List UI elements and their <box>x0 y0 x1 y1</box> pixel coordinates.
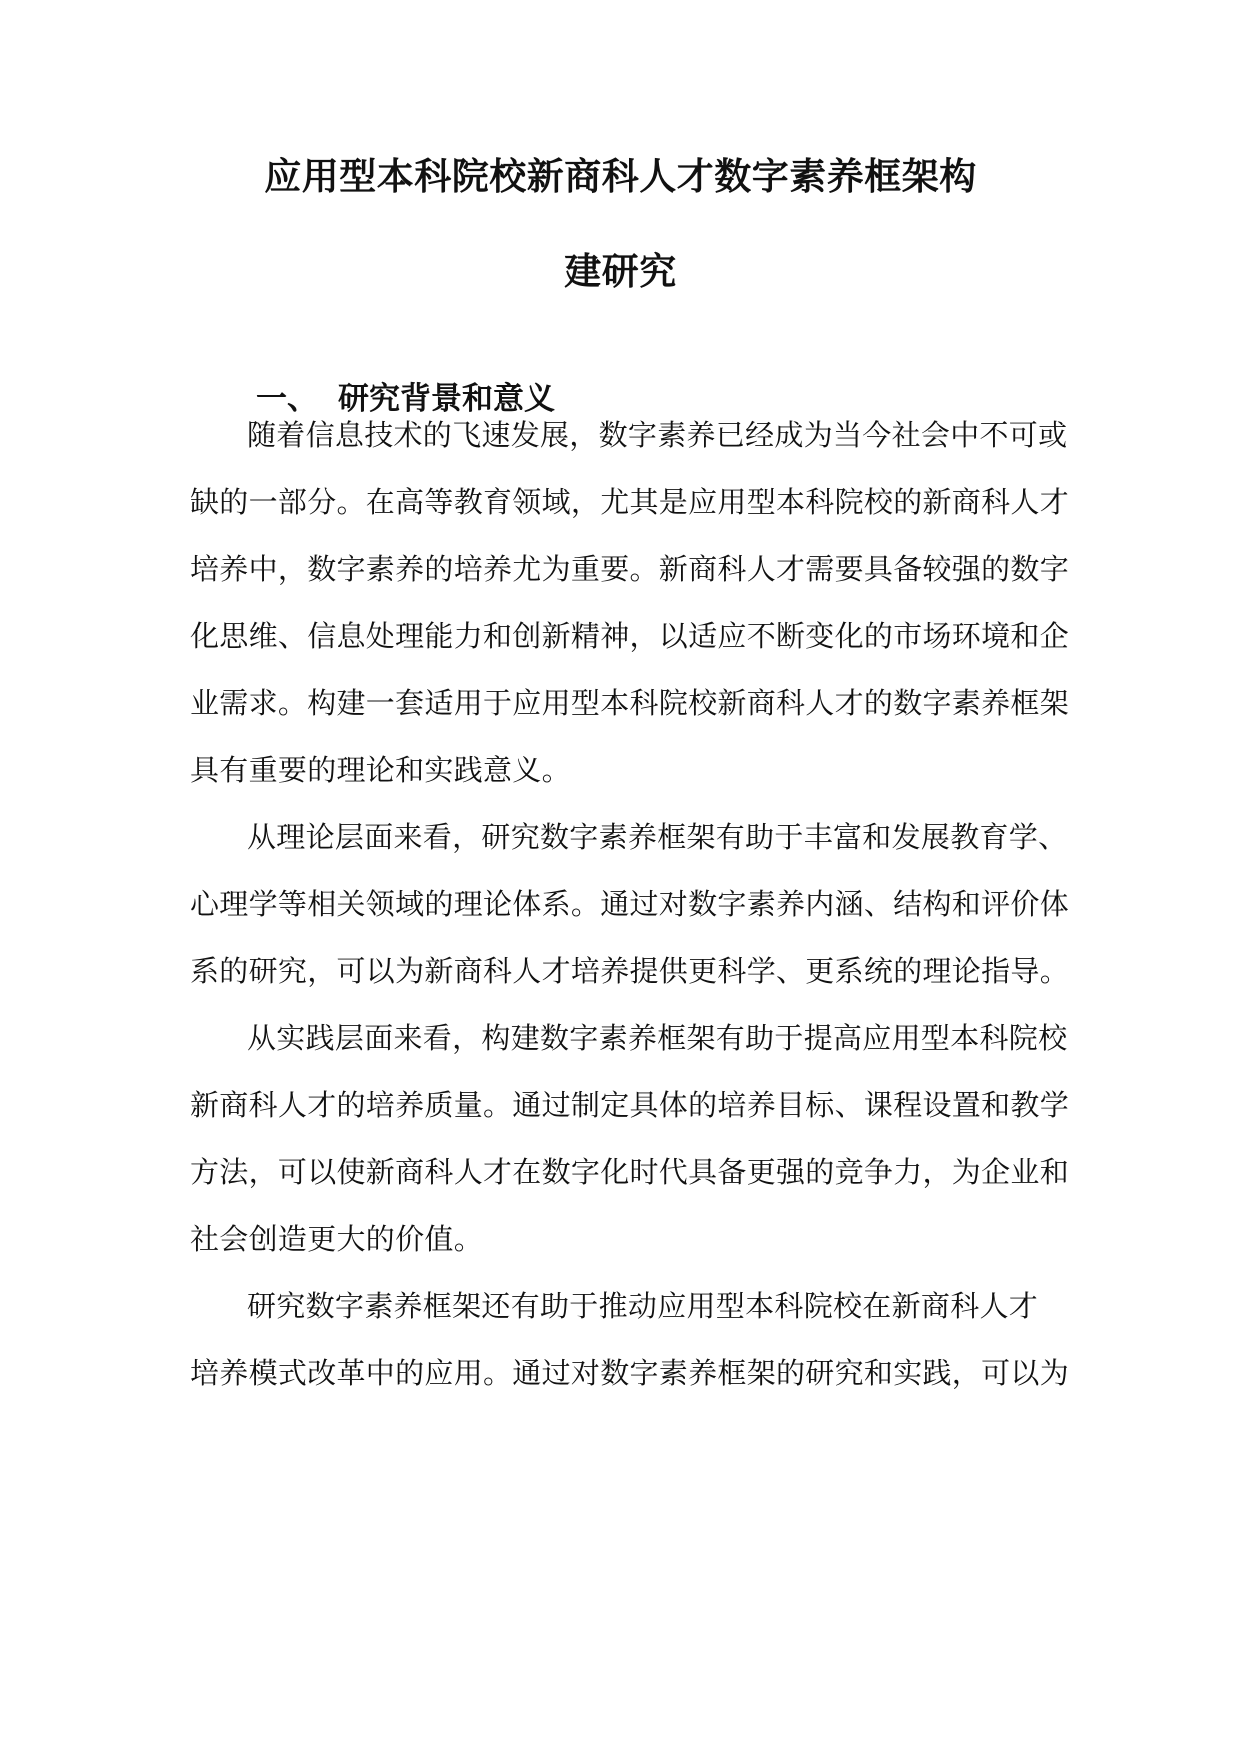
paragraph-line: 方法，可以使新商科人才在数字化时代具备更强的竞争力，为企业和 <box>190 1155 1070 1189</box>
section-heading <box>256 379 555 419</box>
paragraph-line: 社会创造更大的价值。 <box>190 1222 484 1256</box>
document-title-line-2: 建研究 <box>564 249 677 293</box>
paragraph-line: 随着信息技术的飞速发展，数字素养已经成为当今社会中不可或 <box>247 418 1068 452</box>
paragraph-line: 从理论层面来看，研究数字素养框架有助于丰富和发展教育学、 <box>247 820 1068 854</box>
paragraph-line: 系的研究，可以为新商科人才培养提供更科学、更系统的理论指导。 <box>190 954 1070 988</box>
paragraph-line: 心理学等相关领域的理论体系。通过对数字素养内涵、结构和评价体 <box>190 887 1070 921</box>
paragraph-line: 化思维、信息处理能力和创新精神，以适应不断变化的市场环境和企 <box>190 619 1070 653</box>
paragraph-line: 业需求。构建一套适用于应用型本科院校新商科人才的数字素养框架 <box>190 686 1070 720</box>
document-title-line-1: 应用型本科院校新商科人才数字素养框架构 <box>264 154 977 198</box>
paragraph-line: 研究数字素养框架还有助于推动应用型本科院校在新商科人才 <box>247 1289 1039 1323</box>
paragraph-line: 培养模式改革中的应用。通过对数字素养框架的研究和实践，可以为 <box>190 1356 1070 1390</box>
paragraph-line: 新商科人才的培养质量。通过制定具体的培养目标、课程设置和教学 <box>190 1088 1070 1122</box>
paragraph-line: 缺的一部分。在高等教育领域，尤其是应用型本科院校的新商科人才 <box>190 485 1070 519</box>
paragraph-line: 具有重要的理论和实践意义。 <box>190 753 571 787</box>
section-heading-text: 研究背景和意义 <box>338 381 555 417</box>
paragraph-line: 培养中，数字素养的培养尤为重要。新商科人才需要具备较强的数字 <box>190 552 1070 586</box>
section-number: 一、 <box>256 381 318 417</box>
paragraph-line: 从实践层面来看，构建数字素养框架有助于提高应用型本科院校 <box>247 1021 1068 1055</box>
